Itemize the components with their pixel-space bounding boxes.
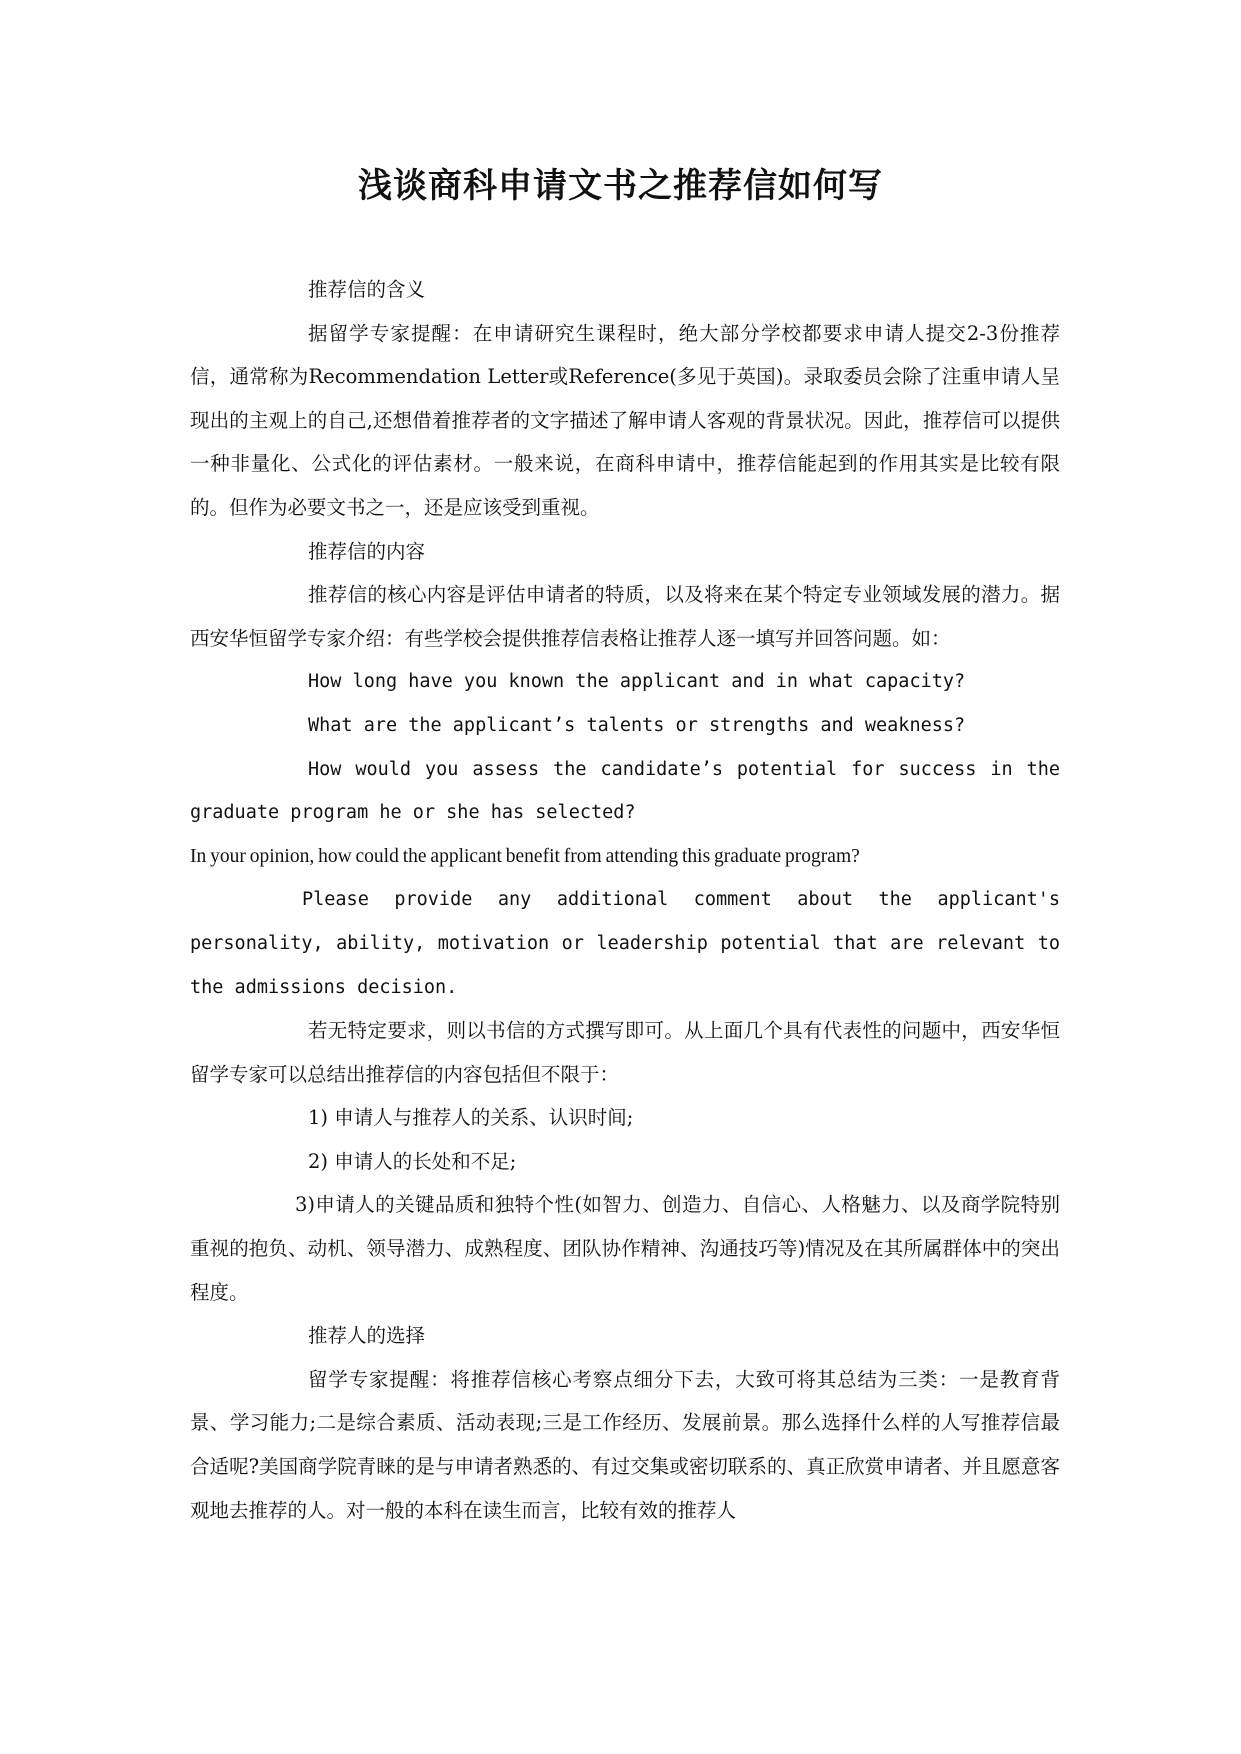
question-4: In your opinion, how could the applicant benefit from attending this graduate program? — [190, 845, 860, 867]
section-heading-content: 推荐信的内容 — [308, 539, 426, 563]
question-5: Please provide any additional comment about the applicant's personality, ability, motivation or leadership potential that are relevant to the admissions decision. — [190, 889, 1060, 998]
question-2: What are the applicant’s talents or strengths and weakness? — [308, 714, 966, 736]
section-heading-meaning: 推荐信的含义 — [308, 278, 426, 301]
section-heading-selection: 推荐人的选择 — [308, 1324, 426, 1348]
paragraph-content: 推荐信的核心内容是评估申请者的特质，以及将来在某个特定专业领域发展的潜力。据西安华恒留学专家介绍：有些学校会提供推荐信表格让推荐人逐一填写并回答问题。如： — [190, 583, 1060, 650]
paragraph-summary: 若无特定要求，则以书信的方式撰写即可。从上面几个具有代表性的问题中，西安华恒留学专家可以总结出推荐信的内容包括但不限于： — [190, 1019, 1060, 1086]
list-item-1: 1) 申请人与推荐人的关系、认识时间; — [308, 1106, 634, 1130]
list-item-2: 2) 申请人的长处和不足; — [308, 1149, 517, 1173]
paragraph-selection: 留学专家提醒：将推荐信核心考察点细分下去，大致可将其总结为三类：一是教育背景、学习能力;二是综合素质、活动表现;三是工作经历、发展前景。那么选择什么样的人写推荐信最合适呢?美国商学院青睐的是与申请者熟悉的、有过交集或密切联系的、真正欣赏申请者、并且愿意客观地去推荐的人。对一般的本科在读生而言，比较有效的推荐人 — [190, 1367, 1060, 1522]
question-3: How would you assess the candidate’s potential for success in the graduate program he or she has selected? — [190, 758, 1060, 824]
list-item-3: 3)申请人的关键品质和独特个性(如智力、创造力、自信心、人格魅力、以及商学院特别重视的抱负、动机、领导潜力、成熟程度、团队协作精神、沟通技巧等)情况及在其所属群体中的突出程度。 — [190, 1193, 1060, 1304]
question-1: How long have you known the applicant and in what capacity? — [308, 671, 966, 693]
paragraph-meaning: 据留学专家提醒：在申请研究生课程时，绝大部分学校都要求申请人提交2-3份推荐信，通常称为Recommendation Letter或Reference(多见于英国)。录取委员会除了注重申请人呈现出的主观上的自己,还想借着推荐者的文字描述了解申请人客观的背景状况。因此，推荐信可以提供一种非量化、公式化的评估素材。一般来说，在商科申请中，推荐信能起到的作用其实是比较有限的。但作为必要文书之一，还是应该受到重视。 — [190, 321, 1060, 519]
document-body — [190, 268, 1060, 1532]
document-title: 浅谈商科申请文书之推荐信如何写 — [358, 166, 883, 206]
